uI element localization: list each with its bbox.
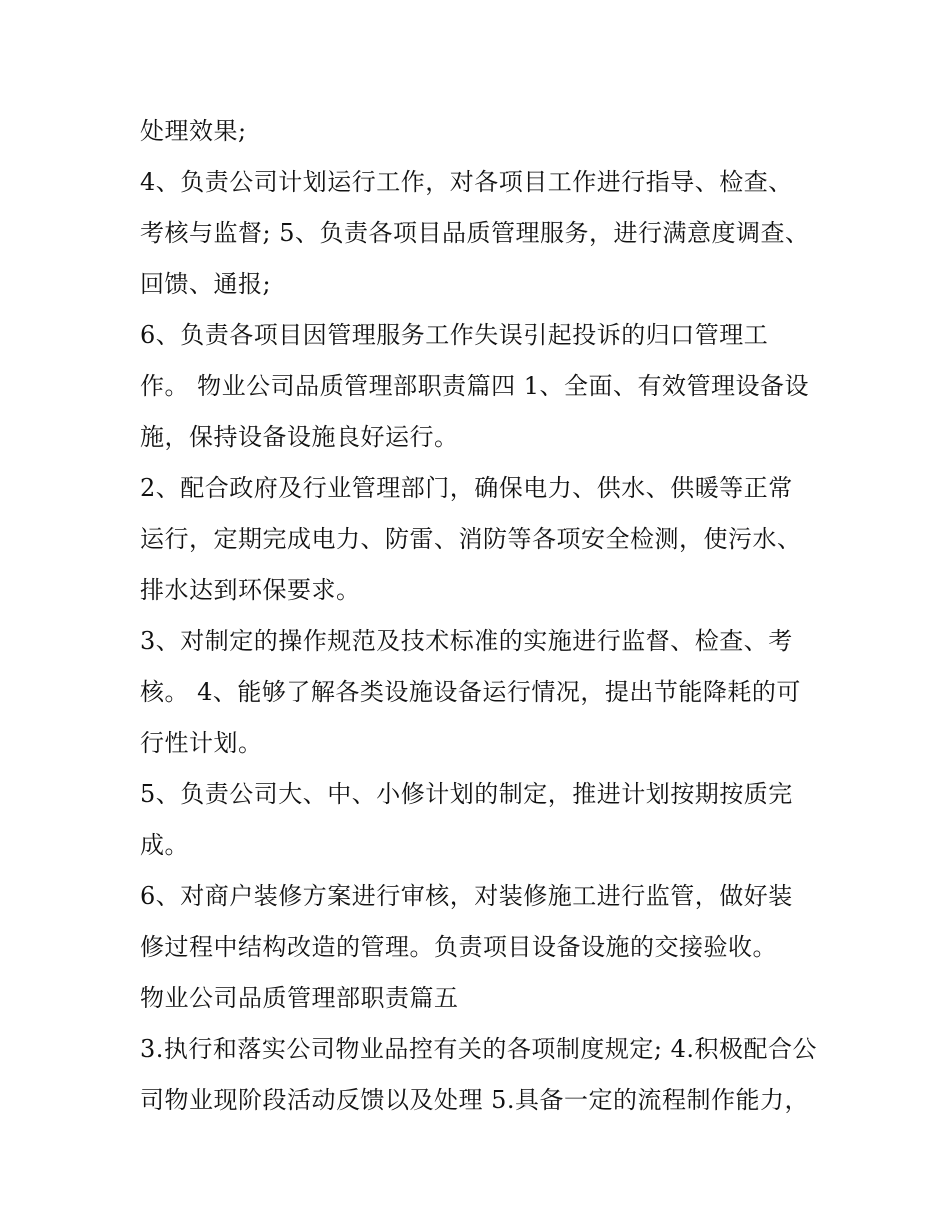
text-line: 成。 <box>140 831 189 859</box>
text-line: 司物业现阶段活动反馈以及处理 5.具备一定的流程制作能力， <box>140 1086 810 1114</box>
text-line: 处理效果; <box>140 117 247 145</box>
text-line: 3、对制定的操作规范及技术标准的实施进行监督、检查、考 <box>140 627 793 655</box>
text-line: 运行，定期完成电力、防雷、消防等各项安全检测，使污水、 <box>140 525 802 553</box>
text-line: 施，保持设备设施良好运行。 <box>140 423 459 451</box>
text-line: 行性计划。 <box>140 729 263 757</box>
text-line: 5、负责公司大、中、小修计划的制定，推进计划按期按质完 <box>140 780 793 808</box>
text-line: 核。 4、能够了解各类设施设备运行情况，提出节能降耗的可 <box>140 678 801 706</box>
text-line: 6、对商户装修方案进行审核，对装修施工进行监管，做好装 <box>140 882 793 910</box>
text-line: 6、负责各项目因管理服务工作失误引起投诉的归口管理工 <box>140 321 769 349</box>
text-line: 考核与监督; 5、负责各项目品质管理服务，进行满意度调查、 <box>140 219 810 247</box>
text-line: 2、配合政府及行业管理部门，确保电力、供水、供暖等正常 <box>140 474 793 502</box>
text-line: 3.执行和落实公司物业品控有关的各项制度规定; 4.积极配合公 <box>140 1035 818 1063</box>
text-line: 4、负责公司计划运行工作，对各项目工作进行指导、检查、 <box>140 168 793 196</box>
text-line: 修过程中结构改造的管理。负责项目设备设施的交接验收。 <box>140 933 777 961</box>
text-line: 回馈、通报; <box>140 270 272 298</box>
section-heading: 物业公司品质管理部职责篇五 <box>140 984 459 1012</box>
document-body <box>140 106 820 1126</box>
text-line: 排水达到环保要求。 <box>140 576 361 604</box>
text-line: 作。 物业公司品质管理部职责篇四 1、全面、有效管理设备设 <box>140 372 810 400</box>
